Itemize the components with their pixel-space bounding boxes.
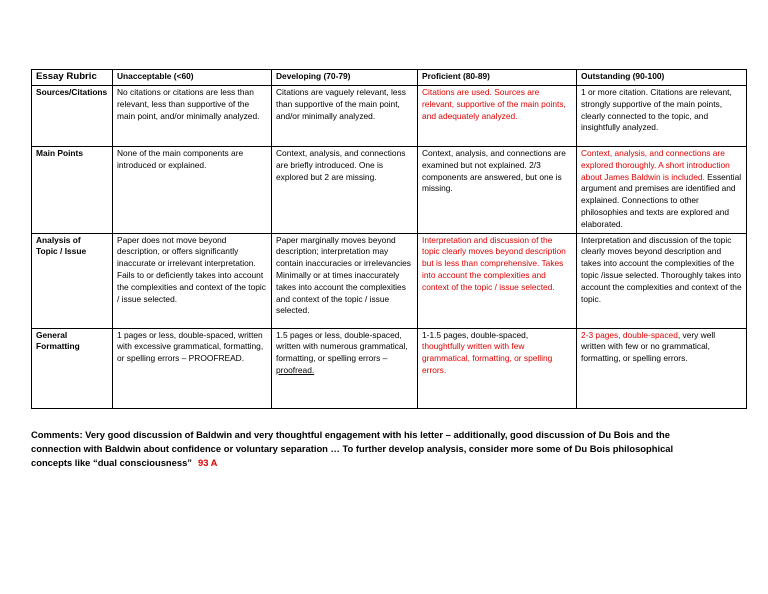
cell-text: 1.5 pages or less, double-spaced, written with numerous grammatical, formatting, or spelling errors – (276, 329, 408, 364)
cell-main-proficient: Context, analysis, and connections are examined but not explained. 2/3 components are answered, but one is missing. (418, 147, 577, 234)
cell-text: 1-1.5 pages, double-spaced, (422, 329, 529, 340)
row-label-line: Formatting (36, 341, 80, 352)
cell-main-unacceptable: None of the main components are introduced or explained. (113, 147, 272, 234)
cell-format-outstanding (577, 328, 747, 408)
rubric-row-sources (32, 86, 747, 147)
cell-analysis-proficient: Interpretation and discussion of the topic clearly moves beyond description but is less than comprehensive. Takes into account the complexities and context of the topic / issue selected. (418, 233, 577, 328)
row-label-line: General (36, 329, 68, 340)
row-label-line: Topic / Issue (36, 246, 87, 257)
cell-analysis-unacceptable: Paper does not move beyond description, or offers significantly inaccurate or irrelevant interpretation. Fails to or deficiently takes into account the complexities and context of the topic / issue selected. (113, 233, 272, 328)
marked-text: Context, analysis, and connections are explored thoroughly. A short introduction about James Baldwin is included. (581, 148, 730, 182)
rubric-row-main-points (32, 147, 747, 234)
grade-mark: 93 A (198, 457, 218, 468)
col-header-outstanding: Outstanding (90-100) (577, 70, 747, 86)
row-label-analysis (32, 233, 113, 328)
comments-text: Comments: Very good discussion of Baldwin and very thoughtful engagement with his letter – additionally, good discussion of Du Bois and the connection with Baldwin about confidence or voluntary separation … To further develop analysis, consider more some of Du Bois philosophical concepts like “dual consciousness” (31, 429, 674, 468)
row-label-line: Analysis of (36, 234, 81, 245)
rubric-row-analysis (32, 233, 747, 328)
col-header-proficient: Proficient (80-89) (418, 70, 577, 86)
cell-format-developing (272, 328, 418, 408)
cell-sources-unacceptable: No citations or citations are less than relevant, less than supportive of the main point, and/or minimally analyzed. (113, 86, 272, 147)
cell-text: Essential argument and premises are identified and explained. Connections to other philosophies and texts are explored and elaborated. (581, 171, 742, 229)
col-header-unacceptable: Unacceptable (<60) (113, 70, 272, 86)
cell-main-developing: Context, analysis, and connections are briefly introduced. One is explored but 2 are missing. (272, 147, 418, 234)
col-header-developing: Developing (70-79) (272, 70, 418, 86)
row-label-formatting (32, 328, 113, 408)
cell-analysis-developing: Paper marginally moves beyond description; interpretation may contain inaccuracies or irrelevancies Minimally or at times inaccurately takes into account the complexities and context of the topic / issue selected. (272, 233, 418, 328)
rubric-title: Essay Rubric (32, 70, 113, 86)
cell-sources-outstanding: 1 or more citation. Citations are relevant, strongly supportive of the main points, clearly connected to the topic, and insightfully analyzed. (577, 86, 747, 147)
row-label-main-points: Main Points (32, 147, 113, 234)
rubric-row-formatting (32, 328, 747, 408)
marked-text: 2-3 pages, double-spaced (581, 329, 678, 340)
teacher-comments (31, 428, 691, 470)
essay-rubric-table (31, 69, 747, 409)
cell-format-proficient (418, 328, 577, 408)
underlined-text: proofread. (276, 364, 315, 375)
cell-sources-proficient: Citations are used. Sources are relevant, supportive of the main points, and adequately analyzed. (418, 86, 577, 147)
cell-main-outstanding (577, 147, 747, 234)
cell-text: , very well written with few or no grammatical, formatting, or spelling errors. (581, 329, 716, 364)
rubric-header-row (32, 70, 747, 86)
cell-format-unacceptable: 1 pages or less, double-spaced, written with excessive grammatical, formatting, or spelling errors – PROOFREAD. (113, 328, 272, 408)
marked-text: thoughtfully written with few grammatical, formatting, or spelling errors. (422, 341, 553, 375)
row-label-sources: Sources/Citations (32, 86, 113, 147)
cell-analysis-outstanding: Interpretation and discussion of the topic clearly moves beyond description and takes into account the complexities of the topic /issue selected. Thoroughly takes into account the complexities and context of the topic. (577, 233, 747, 328)
cell-sources-developing: Citations are vaguely relevant, less than supportive of the main point, and/or minimally analyzed. (272, 86, 418, 147)
